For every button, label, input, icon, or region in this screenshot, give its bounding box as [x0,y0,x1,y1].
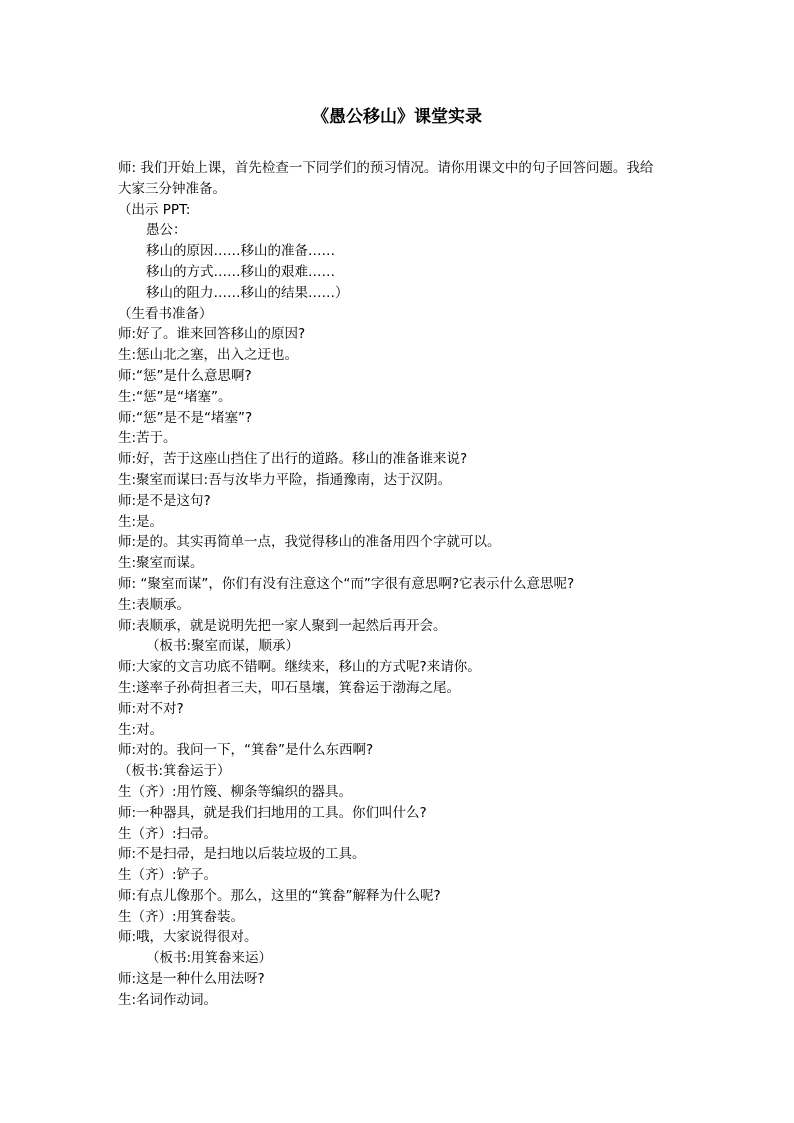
transcript-line: 师:大家的文言功底不错啊。继续来，移山的方式呢?来请你。 [118,659,481,676]
transcript-line: 师:哦，大家说得很对。 [118,929,258,946]
transcript-line: 师: “聚室而谋”，你们有没有注意这个“而”字很有意思啊?它表示什么意思呢? [118,575,575,592]
transcript-line: 愚公： [146,222,187,239]
transcript-line: 移山的阻力……移山的结果……） [146,284,349,301]
transcript-line: 生:惩山北之塞，出入之迂也。 [118,347,299,364]
transcript-line: 师:“惩”是什么意思啊? [118,367,252,384]
transcript-line: 生:“惩”是“堵塞”。 [118,388,232,405]
transcript-line: 生:是。 [118,513,164,530]
transcript-line: 生:聚室而谋。 [118,555,204,572]
transcript-line: 大家三分钟准备。 [118,180,226,197]
transcript-line: 师:对的。我问一下，“箕畚”是什么东西啊? [118,742,374,759]
transcript-line: 生（齐）:用竹篾、柳条等编织的器具。 [118,783,353,800]
transcript-line: （板书:用箕畚来运） [146,950,273,967]
transcript-line: 师:表顺承，就是说明先把一家人聚到一起然后再开会。 [118,617,447,634]
transcript-line: 师:是不是这句? [118,492,211,509]
transcript-line: 师:有点儿像那个。那么，这里的“箕畚”解释为什么呢? [118,887,441,904]
transcript-line: （出示 PPT: [118,201,191,218]
document-body [118,158,684,1011]
transcript-line: 生:遂率子孙荷担者三夫，叩石垦壤，箕畚运于渤海之尾。 [118,679,461,696]
transcript-line: 师:是的。其实再简单一点，我觉得移山的准备用四个字就可以。 [118,534,501,551]
transcript-line: 生:聚室而谋曰:吾与汝毕力平险，指通豫南，达于汉阴。 [118,471,452,488]
transcript-line: 师:“惩”是不是“堵塞”? [118,409,253,426]
transcript-line: 生（齐）:扫帚。 [118,825,218,842]
transcript-line: （生看书准备） [118,305,213,322]
transcript-line: 生:苦于。 [118,430,177,447]
transcript-line: 师:好了。谁来回答移山的原因? [118,326,306,343]
transcript-line: 师:这是一种什么用法呀? [118,971,265,988]
document-title: 《愚公移山》课堂实录 [312,107,482,127]
transcript-line: 移山的原因……移山的准备…… [146,243,335,260]
transcript-line: 师:不是扫帚，是扫地以后装垃圾的工具。 [118,846,366,863]
transcript-line: 移山的方式……移山的艰难…… [146,263,335,280]
transcript-line: （板书:聚室而谋，顺承） [146,638,300,655]
transcript-line: 师: 我们开始上课，首先检查一下同学们的预习情况。请你用课文中的句子回答问题。我给 [118,160,654,176]
transcript-line: 生（齐）:用箕畚装。 [118,908,245,925]
transcript-line: 生:对。 [118,721,164,738]
transcript-line: 师:对不对? [118,700,184,717]
transcript-line: 生:表顺承。 [118,596,191,613]
transcript-line: 师:一种器具，就是我们扫地用的工具。你们叫什么? [118,804,427,821]
transcript-line: 生（齐）:铲子。 [118,867,218,884]
transcript-line: （板书:箕畚运于） [118,763,231,780]
transcript-line: 师:好，苦于这座山挡住了出行的道路。移山的准备谁来说? [118,451,468,468]
transcript-line: 生:名词作动词。 [118,991,218,1008]
